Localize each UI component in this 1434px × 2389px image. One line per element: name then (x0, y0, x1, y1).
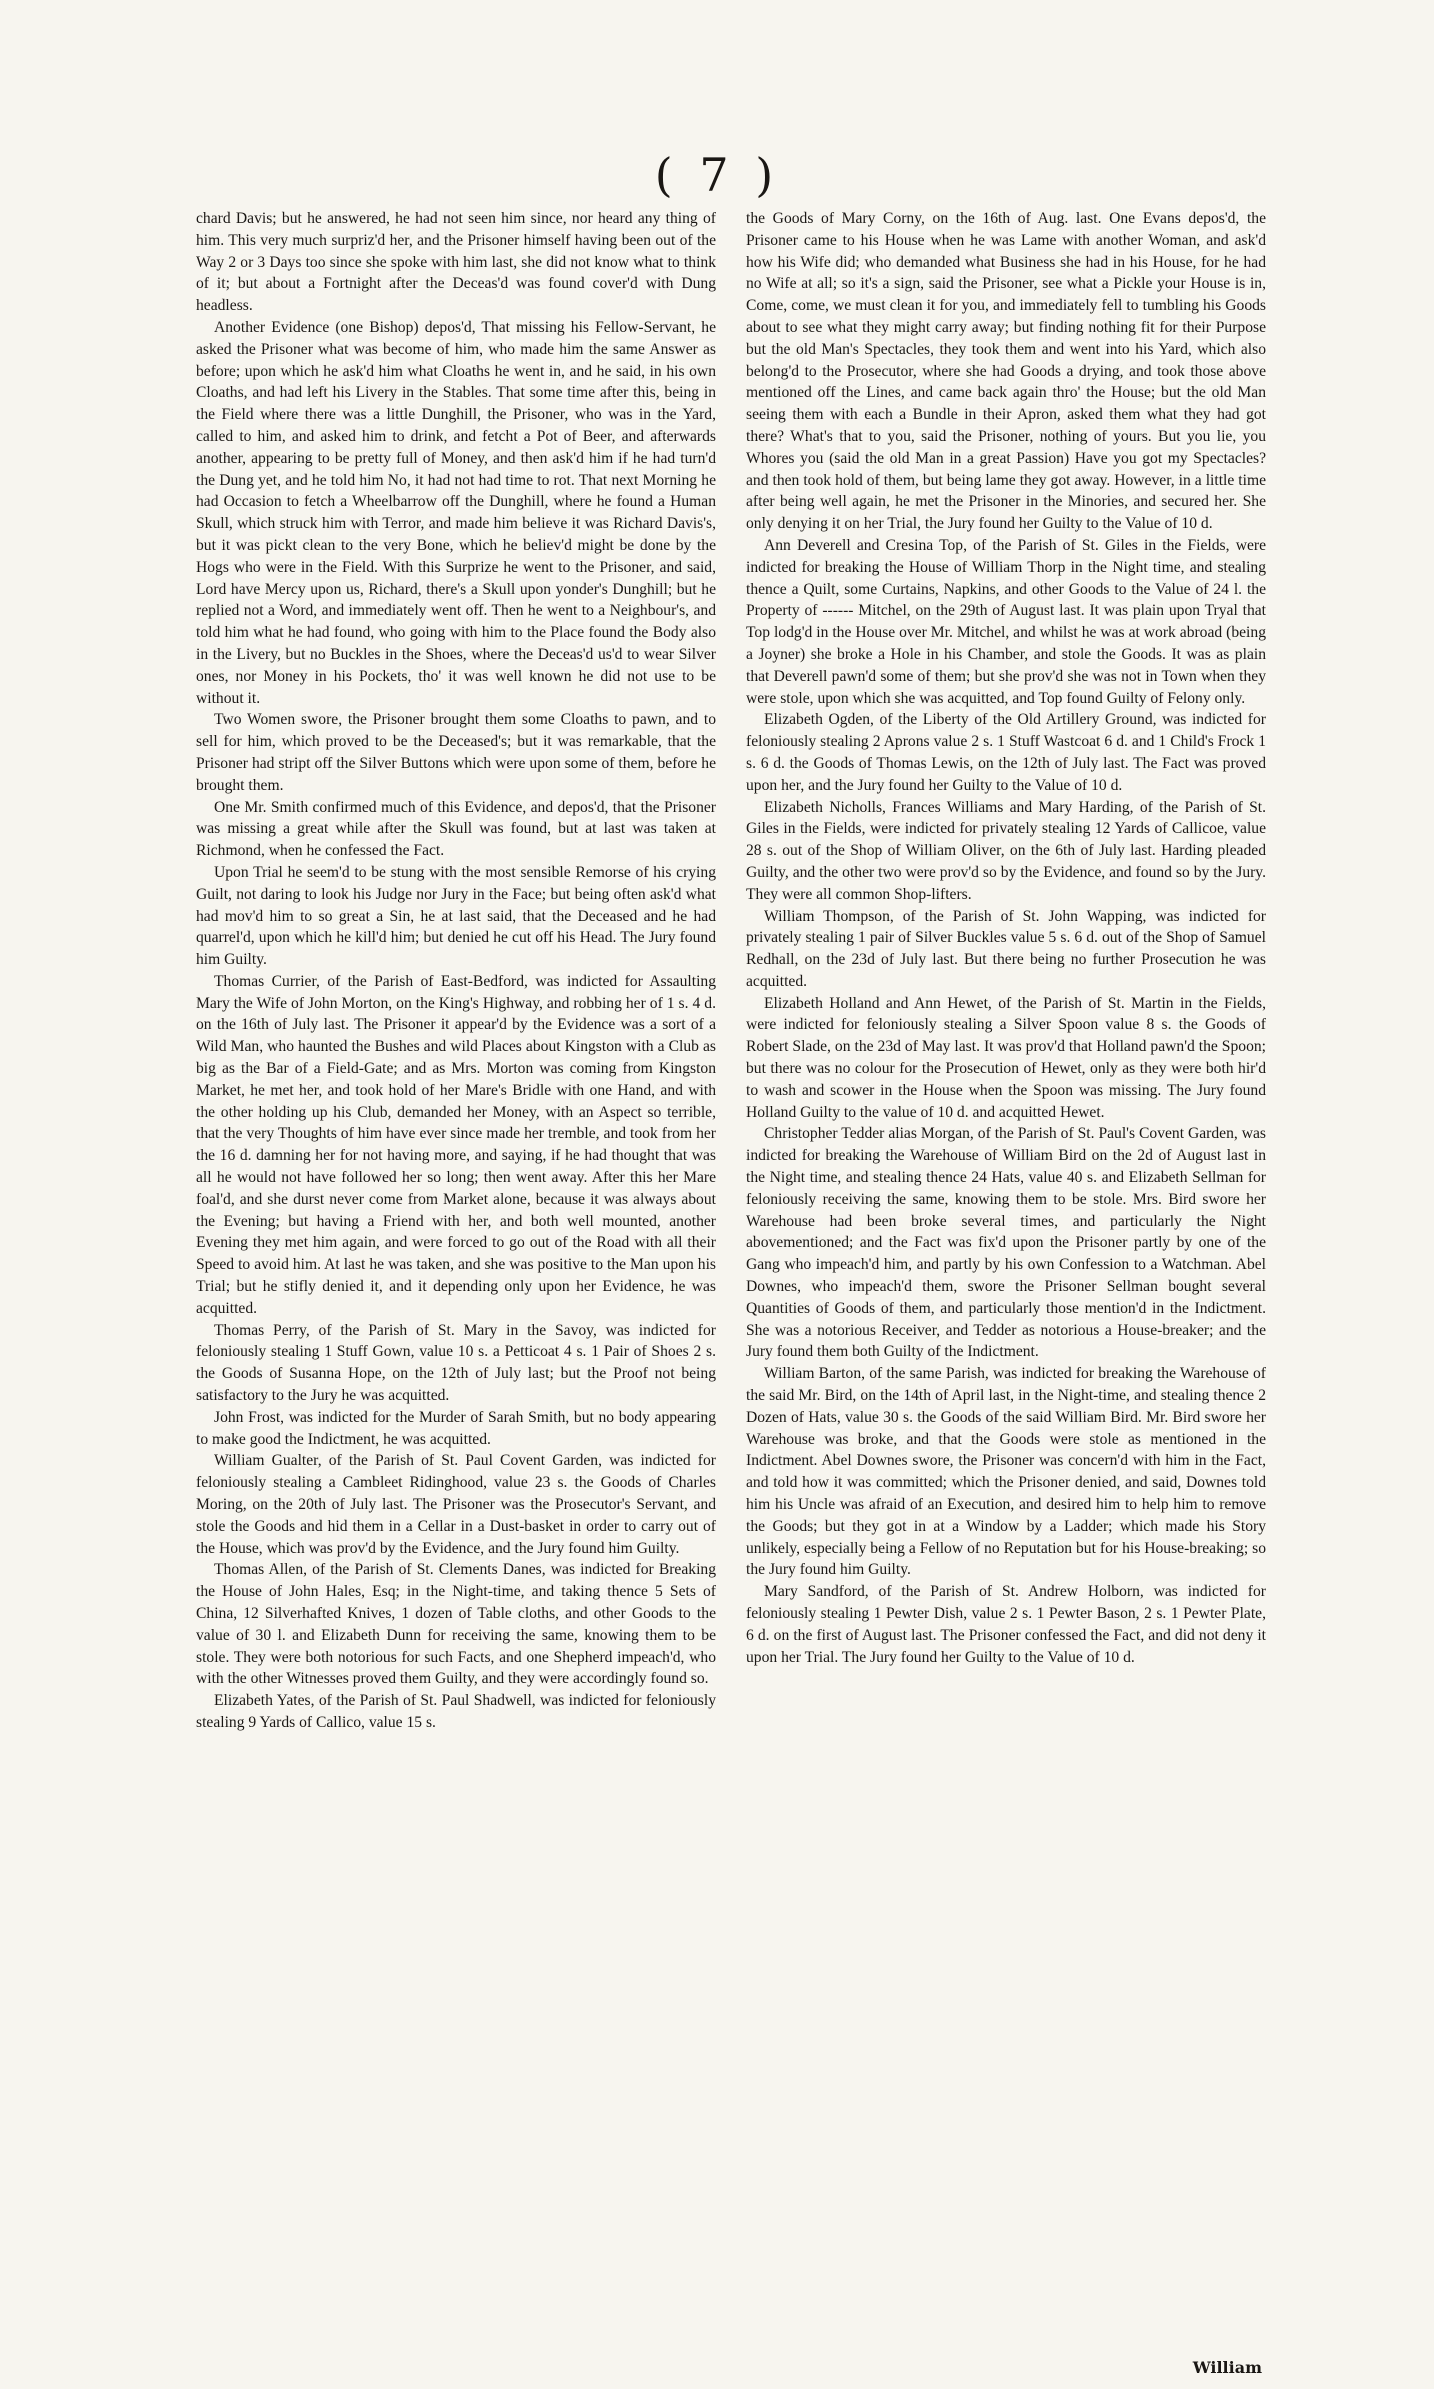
paragraph: Elizabeth Holland and Ann Hewet, of the Parish of St. Martin in the Fields, were indicted for feloniously stealing a Silver Spoon value 8 s. the Goods of Robert Slade, on the 23d of May last. It was prov'd that Holland pawn'd the Spoon; but there was no colour for the Prosecution of Hewet, only as they were both hir'd to wash and scower in the House when the Spoon was missing. The Jury found Holland Guilty to the value of 10 d. and acquitted Hewet. (746, 994, 1266, 1121)
paragraph: Thomas Perry, of the Parish of St. Mary in the Savoy, was indicted for feloniously stealing 1 Stuff Gown, value 10 s. a Petticoat 4 s. 1 Pair of Shoes 2 s. the Goods of Susanna Hope, on the 12th of July last; but the Proof not being satisfactory to the Jury he was acquitted. (196, 1321, 716, 1405)
paragraph: John Frost, was indicted for the Murder of Sarah Smith, but no body appearing to make good the Indictment, he was acquitted. (196, 1408, 716, 1448)
page-number: ( 7 ) (654, 148, 780, 202)
right-column (746, 208, 1266, 2358)
paragraph: chard Davis; but he answered, he had not seen him since, nor heard any thing of him. This very much surpriz'd her, and the Prisoner himself having been out of the Way 2 or 3 Days too since she spoke with him last, she did not know what to think of it; but about a Fortnight after the Deceas'd was found cover'd with Dung headless. (196, 210, 716, 315)
paragraph: Two Women swore, the Prisoner brought them some Cloaths to pawn, and to sell for him, which proved to be the Deceased's; but it was remarkable, that the Prisoner had stript off the Silver Buttons which were upon some of them, before he brought them. (196, 711, 716, 794)
paragraph: Upon Trial he seem'd to be stung with the most sensible Remorse of his crying Guilt, not daring to look his Judge nor Jury in the Face; but being often ask'd what had mov'd him to so great a Sin, he at last said, that the Deceased and he had quarrel'd, upon which he kill'd him; but denied he cut off his Head. The Jury found him Guilty. (196, 863, 716, 969)
paragraph: Thomas Allen, of the Parish of St. Clements Danes, was indicted for Breaking the House of John Hales, Esq; in the Night-time, and taking thence 5 Sets of China, 12 Silverhafted Knives, 1 dozen of Table cloths, and other Goods to the value of 30 l. and Elizabeth Dunn for receiving the same, knowing them to be stole. They were both notorious for such Facts, and one Shepherd impeach'd, who with the other Witnesses proved them Guilty, and they were accordingly found so. (196, 1561, 716, 1688)
paragraph: William Thompson, of the Parish of St. John Wapping, was indicted for privately stealing 1 pair of Silver Buckles value 5 s. 6 d. out of the Shop of Samuel Redhall, on the 23d of July last. But there being no further Prosecution he was acquitted. (746, 907, 1266, 990)
paragraph: Another Evidence (one Bishop) depos'd, That missing his Fellow-Servant, he asked the Prisoner what was become of him, who made him the same Answer as before; upon which he ask'd him what Cloaths he went in, and he said, in his own Cloaths, and had left his Livery in the Stables. That some time after this, being in the Field where there was a little Dunghill, the Prisoner, who was in the Yard, called to him, and asked him to drink, and fetcht a Pot of Beer, and afterwards another, appearing to be pretty full of Money, and then ask'd him if he had turn'd the Dung yet, and he told him No, it had not had time to rot. That next Morning he had Occasion to fetch a Wheelbarrow off the Dunghill, where he found a Human Skull, which struck him with Terror, and made him believe it was Richard Davis's, but it was pickt clean to the very Bone, which he believ'd might be done by the Hogs who were in the Field. With this Surprize he went to the Prisoner, and said, Lord have Mercy upon us, Richard, there's a Skull upon yonder's Dunghill; but he replied not a Word, and immediately went off. Then he went to a Neighbour's, and told him what he had found, who going with him to the Place found the Body also in the Livery, but no Buckles in the Shoes, where the Deceas'd us'd to wear Silver ones, nor Money in his Pockets, tho' it was well known he did not use to be without it. (196, 318, 716, 707)
left-column (196, 208, 716, 2358)
paragraph: William Barton, of the same Parish, was indicted for breaking the Warehouse of the said Mr. Bird, on the 14th of April last, in the Night-time, and stealing thence 2 Dozen of Hats, value 30 s. the Goods of the said William Bird. Mr. Bird swore her Warehouse was broke, and that the Goods were stole as mentioned in the Indictment. Abel Downes swore, the Prisoner was concern'd with him in the Fact, and told how it was committed; which the Prisoner denied, and said, Downes told him his Uncle was afraid of an Execution, and desired him to help him to remove the Goods; but they got in at a Window by a Ladder; which made his Story unlikely, especially being a Fellow of no Reputation but for his House-breaking; so the Jury found him Guilty. (746, 1365, 1266, 1579)
paragraph: Ann Deverell and Cresina Top, of the Parish of St. Giles in the Fields, were indicted for breaking the House of William Thorp in the Night time, and stealing thence a Quilt, some Curtains, Napkins, and other Goods to the Value of 24 l. the Property of ------ Mitchel, on the 29th of August last. It was plain upon Tryal that Top lodg'd in the House over Mr. Mitchel, and whilst he was at work abroad (being a Joyner) she broke a Hole in his Chamber, and stole the Goods. It was as plain that Deverell pawn'd some of them; but she prov'd she was not in Town when they were stole, upon which she was acquitted, and Top found Guilty of Felony only. (746, 536, 1266, 707)
paragraph: the Goods of Mary Corny, on the 16th of Aug. last. One Evans depos'd, the Prisoner came to his House when he was Lame with another Woman, and ask'd how his Wife did; who demanded what Business she had in his House, for he had no Wife at all; so it's a sign, said the Prisoner, see what a Pickle your House is in, Come, come, we must clean it for you, and immediately fell to tumbling his Goods about to see what they might carry away; but finding nothing fit for their Purpose but the old Man's Spectacles, they took them and went into his Yard, which also belong'd to the Prosecutor, where she had Goods a drying, and took those above mentioned off the Lines, and came back again thro' the House; but the old Man seeing them with each a Bundle in their Apron, asked them what they had got there? What's that to you, said the Prisoner, nothing of yours. But you lie, you Whores you (said the old Man in a great Passion) Have you got my Spectacles? and then took hold of them, but being lame they got away. However, in a little time after being well again, he met the Prisoner in the Minories, and secured her. She only denying it on her Trial, the Jury found her Guilty to the Value of 10 d. (746, 210, 1266, 533)
paragraph: Thomas Currier, of the Parish of East-Bedford, was indicted for Assaulting Mary the Wife of John Morton, on the King's Highway, and robbing her of 1 s. 4 d. on the 16th of July last. The Prisoner it appear'd by the Evidence was a sort of a Wild Man, who haunted the Bushes and wild Places about Kingston with a Club as big as the Bar of a Field-Gate; and as Mrs. Morton was coming from Kingston Market, he met her, and took hold of her Mare's Bridle with one Hand, and with the other holding up his Club, demanded her Money, with an Aspect so terrible, that the very Thoughts of him have ever since made her tremble, and took from her the 16 d. damning her for not having more, and saying, if he had thought that was all he would not have followed her so long; then went away. After this her Mare foal'd, and she durst never come from Market alone, because it was always about the Evening; but having a Friend with her, and both well mounted, another Evening they met him again, and were forced to go out of the Road with all their Speed to avoid him. At last he was taken, and she was positive to the Man upon his Trial; but he stifly denied it, and it depending only upon her Evidence, he was acquitted. (196, 972, 716, 1317)
paragraph: Mary Sandford, of the Parish of St. Andrew Holborn, was indicted for feloniously stealing 1 Pewter Dish, value 2 s. 1 Pewter Bason, 2 s. 1 Pewter Plate, 6 d. on the first of August last. The Prisoner confessed the Fact, and did not deny it upon her Trial. The Jury found her Guilty to the Value of 10 d. (746, 1583, 1266, 1666)
paragraph: Elizabeth Ogden, of the Liberty of the Old Artillery Ground, was indicted for feloniously stealing 2 Aprons value 2 s. 1 Stuff Wastcoat 6 d. and 1 Child's Frock 1 s. 6 d. the Goods of Thomas Lewis, on the 12th of July last. The Fact was proved upon her, and the Jury found her Guilty to the Value of 10 d. (746, 711, 1266, 794)
text-columns (196, 208, 1266, 2358)
paragraph: Elizabeth Yates, of the Parish of St. Paul Shadwell, was indicted for feloniously stealing 9 Yards of Callico, value 15 s. (196, 1692, 716, 1731)
paragraph: William Gualter, of the Parish of St. Paul Covent Garden, was indicted for feloniously stealing a Cambleet Ridinghood, value 23 s. the Goods of Charles Moring, on the 20th of July last. The Prisoner was the Prosecutor's Servant, and stole the Goods and hid them in a Cellar in a Dust-basket in order to carry out of the House, which was prov'd by the Evidence, and the Jury found him Guilty. (196, 1452, 716, 1557)
paragraph: Elizabeth Nicholls, Frances Williams and Mary Harding, of the Parish of St. Giles in the Fields, were indicted for privately stealing 12 Yards of Callicoe, value 28 s. out of the Shop of William Oliver, on the 6th of July last. Harding pleaded Guilty, and the other two were prov'd so by the Evidence, and found so by the Jury. They were all common Shop-lifters. (746, 798, 1266, 903)
paragraph: Christopher Tedder alias Morgan, of the Parish of St. Paul's Covent Garden, was indicted for breaking the Warehouse of William Bird on the 2d of August last in the Night time, and stealing thence 24 Hats, value 40 s. and Elizabeth Sellman for feloniously receiving the same, knowing them to be stole. Mrs. Bird swore her Warehouse had been broke several times, and particularly the Night abovementioned; and the Fact was fix'd upon the Prisoner partly by one of the Gang who impeach'd him, and partly by his own Confession to a Watchman. Abel Downes, who impeach'd them, swore the Prisoner Sellman bought several Quantities of Goods of them, and particularly those mention'd in the Indictment. She was a notorious Receiver, and Tedder as notorious a House-breaker; and the Jury found them both Guilty of the Indictment. (746, 1125, 1266, 1361)
paragraph: One Mr. Smith confirmed much of this Evidence, and depos'd, that the Prisoner was missing a great while after the Skull was found, but at last was taken at Richmond, when he confessed the Fact. (196, 798, 716, 860)
catchword: William (1192, 2358, 1262, 2377)
